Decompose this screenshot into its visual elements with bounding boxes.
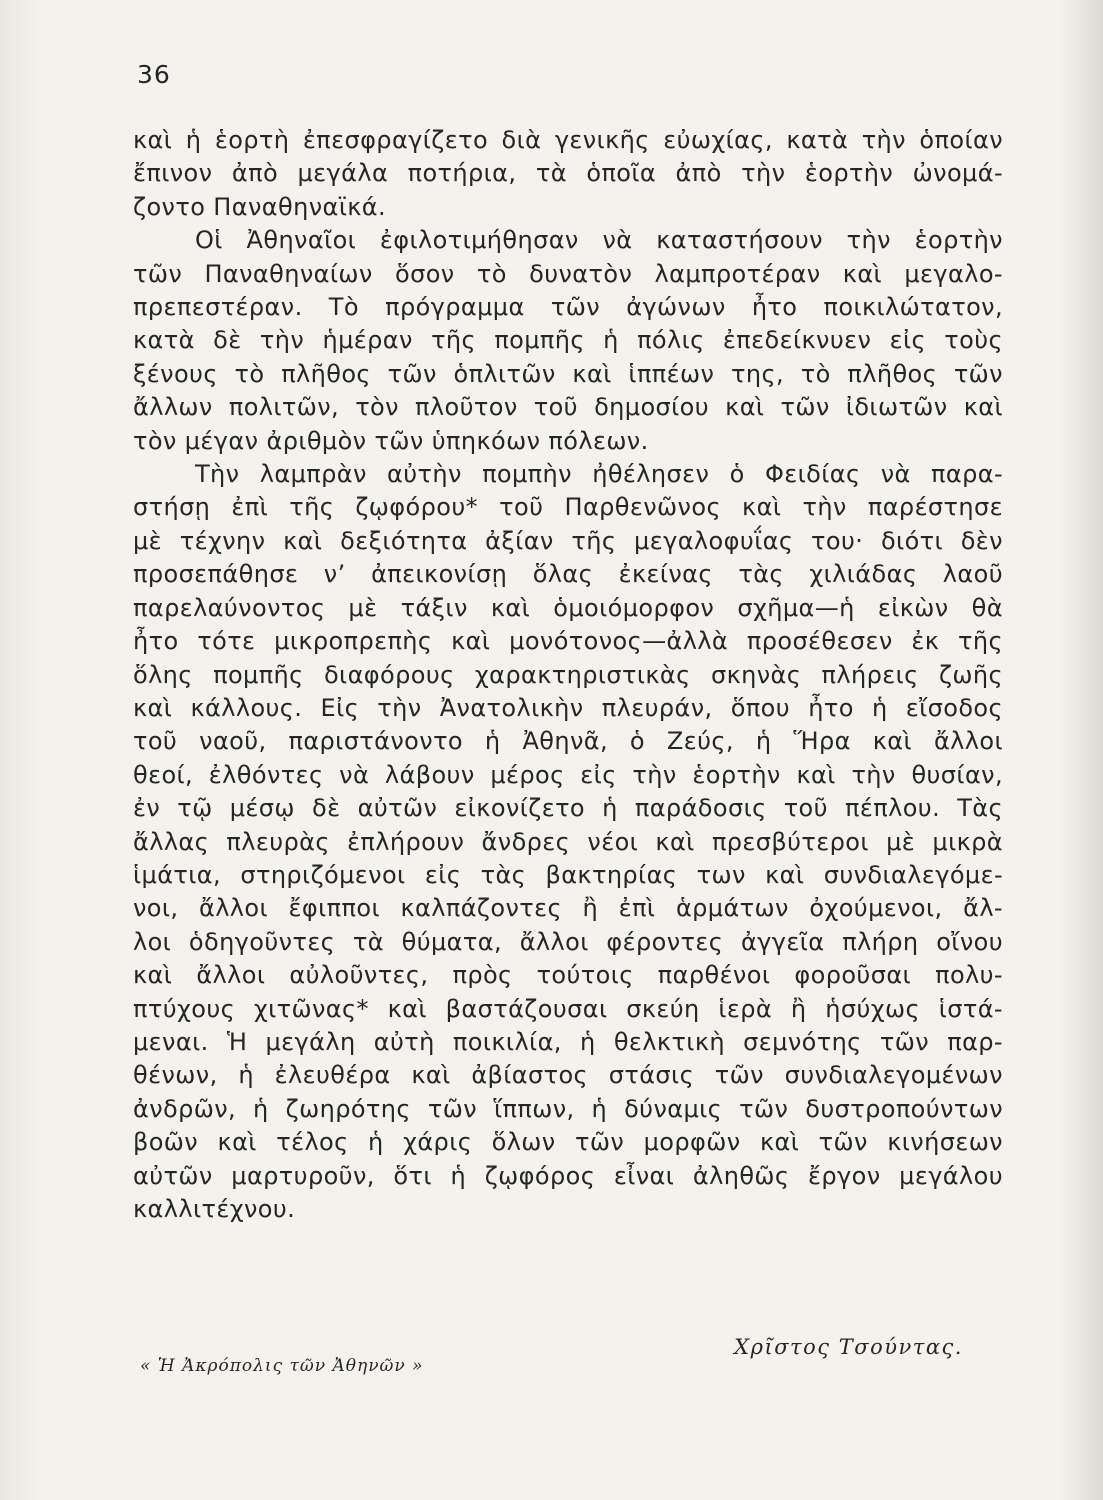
text-line: κατὰ δὲ τὴν ἡμέραν τῆς πομπῆς ἡ πόλις ἐπεδείκνυεν εἰς τοὺς — [133, 326, 1003, 355]
text-line: ἄλλας πλευρὰς ἐπλήρουν ἄνδρες νέοι καὶ πρεσβύτεροι μὲ μικρὰ — [133, 827, 1003, 856]
text-line: προσεπάθησε ν’ ἀπεικονίσῃ ὅλας ἐκείνας τὰς χιλιάδας λαοῦ — [133, 560, 1003, 589]
text-line: ὅλης πομπῆς διαφόρους χαρακτηριστικὰς σκηνὰς πλήρεις ζωῆς — [133, 660, 1003, 689]
text-line: ἔπινον ἀπὸ μεγάλα ποτήρια, τὰ ὁποῖα ἀπὸ τὴν ἑορτὴν ὠνομά- — [133, 159, 1003, 188]
text-line: ἱμάτια, στηριζόμενοι εἰς τὰς βακτηρίας των καὶ συνδιαλεγόμε- — [133, 860, 1003, 889]
text-line: Οἱ Ἀθηναῖοι ἐφιλοτιμήθησαν νὰ καταστήσουν τὴν ἑορτὴν — [195, 226, 1003, 255]
text-line: στήσῃ ἐπὶ τῆς ζῳφόρου* τοῦ Παρθενῶνος καὶ τὴν παρέστησε — [133, 493, 1003, 522]
text-line: νοι, ἄλλοι ἔφιπποι καλπάζοντες ἢ ἐπὶ ἁρμάτων ὀχούμενοι, ἄλ- — [133, 894, 1003, 923]
text-line: πρεπεστέραν. Τὸ πρόγραμμα τῶν ἀγώνων ἦτο ποικιλώτατον, — [133, 293, 1003, 322]
text-line: παρελαύνοντος μὲ τάξιν καὶ ὁμοιόμορφον σχῆμα—ἡ εἰκὼν θὰ — [133, 593, 1003, 622]
text-line: καὶ ἄλλοι αὐλοῦντες, πρὸς τούτοις παρθένοι φοροῦσαι πολυ- — [133, 961, 1003, 990]
source-citation: « Ἡ Ἀκρόπολις τῶν Ἀθηνῶν » — [140, 1356, 424, 1376]
text-line: μεναι. Ἡ μεγάλη αὐτὴ ποικιλία, ἡ θελκτικὴ σεμνότης τῶν παρ- — [133, 1027, 1003, 1056]
text-line: ἐν τῷ μέσῳ δὲ αὐτῶν εἰκονίζετο ἡ παράδοσις τοῦ πέπλου. Τὰς — [133, 794, 1003, 823]
text-line: τῶν Παναθηναίων ὅσον τὸ δυνατὸν λαμπροτέραν καὶ μεγαλο- — [133, 259, 1003, 288]
text-line: ξένους τὸ πλῆθος τῶν ὁπλιτῶν καὶ ἱππέων της, τὸ πλῆθος τῶν — [133, 359, 1003, 388]
text-line: θένων, ἡ ἐλευθέρα καὶ ἀβίαστος στάσις τῶν συνδιαλεγομένων — [133, 1061, 1003, 1090]
text-line: ἦτο τότε μικροπρεπὴς καὶ μονότονος—ἀλλὰ προσέθεσεν ἐκ τῆς — [133, 627, 1003, 656]
page-number: 36 — [137, 60, 171, 89]
text-line: ζοντο Παναθηναϊκά. — [133, 192, 387, 221]
text-line: θεοί, ἐλθόντες νὰ λάβουν μέρος εἰς τὴν ἑορτὴν καὶ τὴν θυσίαν, — [133, 760, 1003, 789]
text-line: τὸν μέγαν ἀριθμὸν τῶν ὑπηκόων πόλεων. — [133, 426, 649, 455]
text-line: αὐτῶν μαρτυροῦν, ὅτι ἡ ζῳφόρος εἶναι ἀληθῶς ἔργον μεγάλου — [133, 1161, 1003, 1190]
text-line: τοῦ ναοῦ, παριστάνοντο ἡ Ἀθηνᾶ, ὁ Ζεύς, ἡ Ἥρα καὶ ἄλλοι — [133, 727, 1003, 756]
text-line: ἀνδρῶν, ἡ ζωηρότης τῶν ἵππων, ἡ δύναμις τῶν δυστροπούντων — [133, 1094, 1003, 1123]
text-line: βοῶν καὶ τέλος ἡ χάρις ὅλων τῶν μορφῶν καὶ τῶν κινήσεων — [133, 1128, 1003, 1157]
text-line: λοι ὁδηγοῦντες τὰ θύματα, ἄλλοι φέροντες ἀγγεῖα πλήρη οἴνου — [133, 927, 1003, 956]
body-text — [133, 124, 1003, 1226]
text-line: μὲ τέχνην καὶ δεξιότητα ἀξίαν τῆς μεγαλοφυΐας του· διότι δὲν — [133, 526, 1003, 555]
text-line: Τὴν λαμπρὰν αὐτὴν πομπὴν ἠθέλησεν ὁ Φειδίας νὰ παρα- — [195, 460, 1003, 489]
text-line: καλλιτέχνου. — [133, 1195, 296, 1223]
text-line: πτύχους χιτῶνας* καὶ βαστάζουσαι σκεύη ἱερὰ ἢ ἡσύχως ἱστά- — [133, 994, 1003, 1023]
author-signature: Χρῖστος Τσούντας. — [734, 1335, 963, 1359]
text-line: καὶ κάλλους. Εἰς τὴν Ἀνατολικὴν πλευράν, ὅπου ἦτο ἡ εἴσοδος — [133, 693, 1003, 722]
text-line: ἄλλων πολιτῶν, τὸν πλοῦτον τοῦ δημοσίου καὶ τῶν ἰδιωτῶν καὶ — [133, 393, 1003, 422]
text-line: καὶ ἡ ἑορτὴ ἐπεσφραγίζετο διὰ γενικῆς εὐωχίας, κατὰ τὴν ὁποίαν — [133, 126, 1003, 154]
